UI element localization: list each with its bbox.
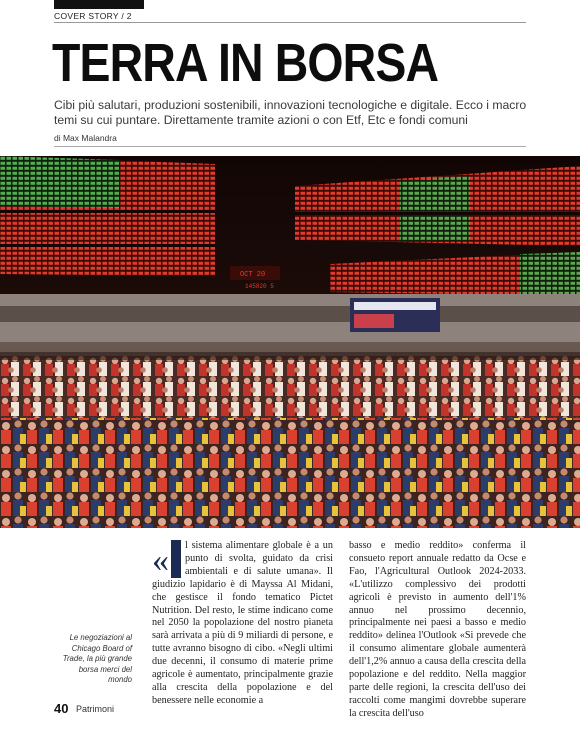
body-column-1 <box>152 540 333 708</box>
page-number: 40 <box>54 701 69 716</box>
body-text: l sistema alimentare globale è a un punto di svolta, guidato da crisi ambientali e di salute umana». Il giudizio lapidario è di Mayssa Al Midani, che gestisce il fondo tematico Pictet Nutrition. Del resto, le stime indicano come nel 2050 la popolazione del nostro pianeta sarà arrivata a più di 9 miliardi di persone, e tutte avranno bisogno di cibo. «Negli ultimi due decenni, il consumo di materie prime agricole è aumentato, principalmente grazie alla crescita della popolazione e del benessere nelle economie a <box>152 540 333 706</box>
quote-mark-icon: « <box>152 542 169 579</box>
publication-name: Patrimoni <box>76 704 115 714</box>
divider <box>54 146 526 147</box>
body-text: basso e medio reddito» conferma il consueto report annuale redatto da Ocse e Fao, l'Agricultural Outlook 2024-2033. «L'utilizzo complessivo dei prodotti agricoli è previsto in aumento dell'1% annuo nel prossimo decennio, principalmente nei paesi a basso e medio reddito» delinea l'Outlook «Si prevede che il consumo alimentare globale aumenterà dell'1,2% annuo a causa della crescita della popolazione e del reddito. Nella maggior parte delle regioni, la crescita dell'uso dei raccolti come mangimi dovrebbe superare la crescita dell'uso <box>349 540 526 719</box>
section-kicker: COVER STORY / 2 <box>54 11 132 21</box>
dropcap <box>171 540 181 578</box>
board-text-2: 145820 5 <box>245 283 274 290</box>
photo-caption: Le negoziazioni al Chicago Board of Trade, la più grande borsa merci del mondo <box>62 633 132 684</box>
trading-floor-photo <box>0 156 580 528</box>
divider <box>54 22 526 23</box>
article-standfirst: Cibi più salutari, produzioni sostenibili, innovazioni tecnologiche e digitale. Ecco i macro temi su cui puntare. Direttamente tramite azioni o con Etf, Etc e fondi comuni <box>54 98 527 127</box>
section-bar <box>54 0 144 9</box>
article-headline: TERRA IN BORSA <box>52 33 439 93</box>
board-text-1: OCT 20 <box>240 271 266 279</box>
article-byline: di Max Malandra <box>54 133 117 143</box>
body-column-2 <box>349 540 526 721</box>
